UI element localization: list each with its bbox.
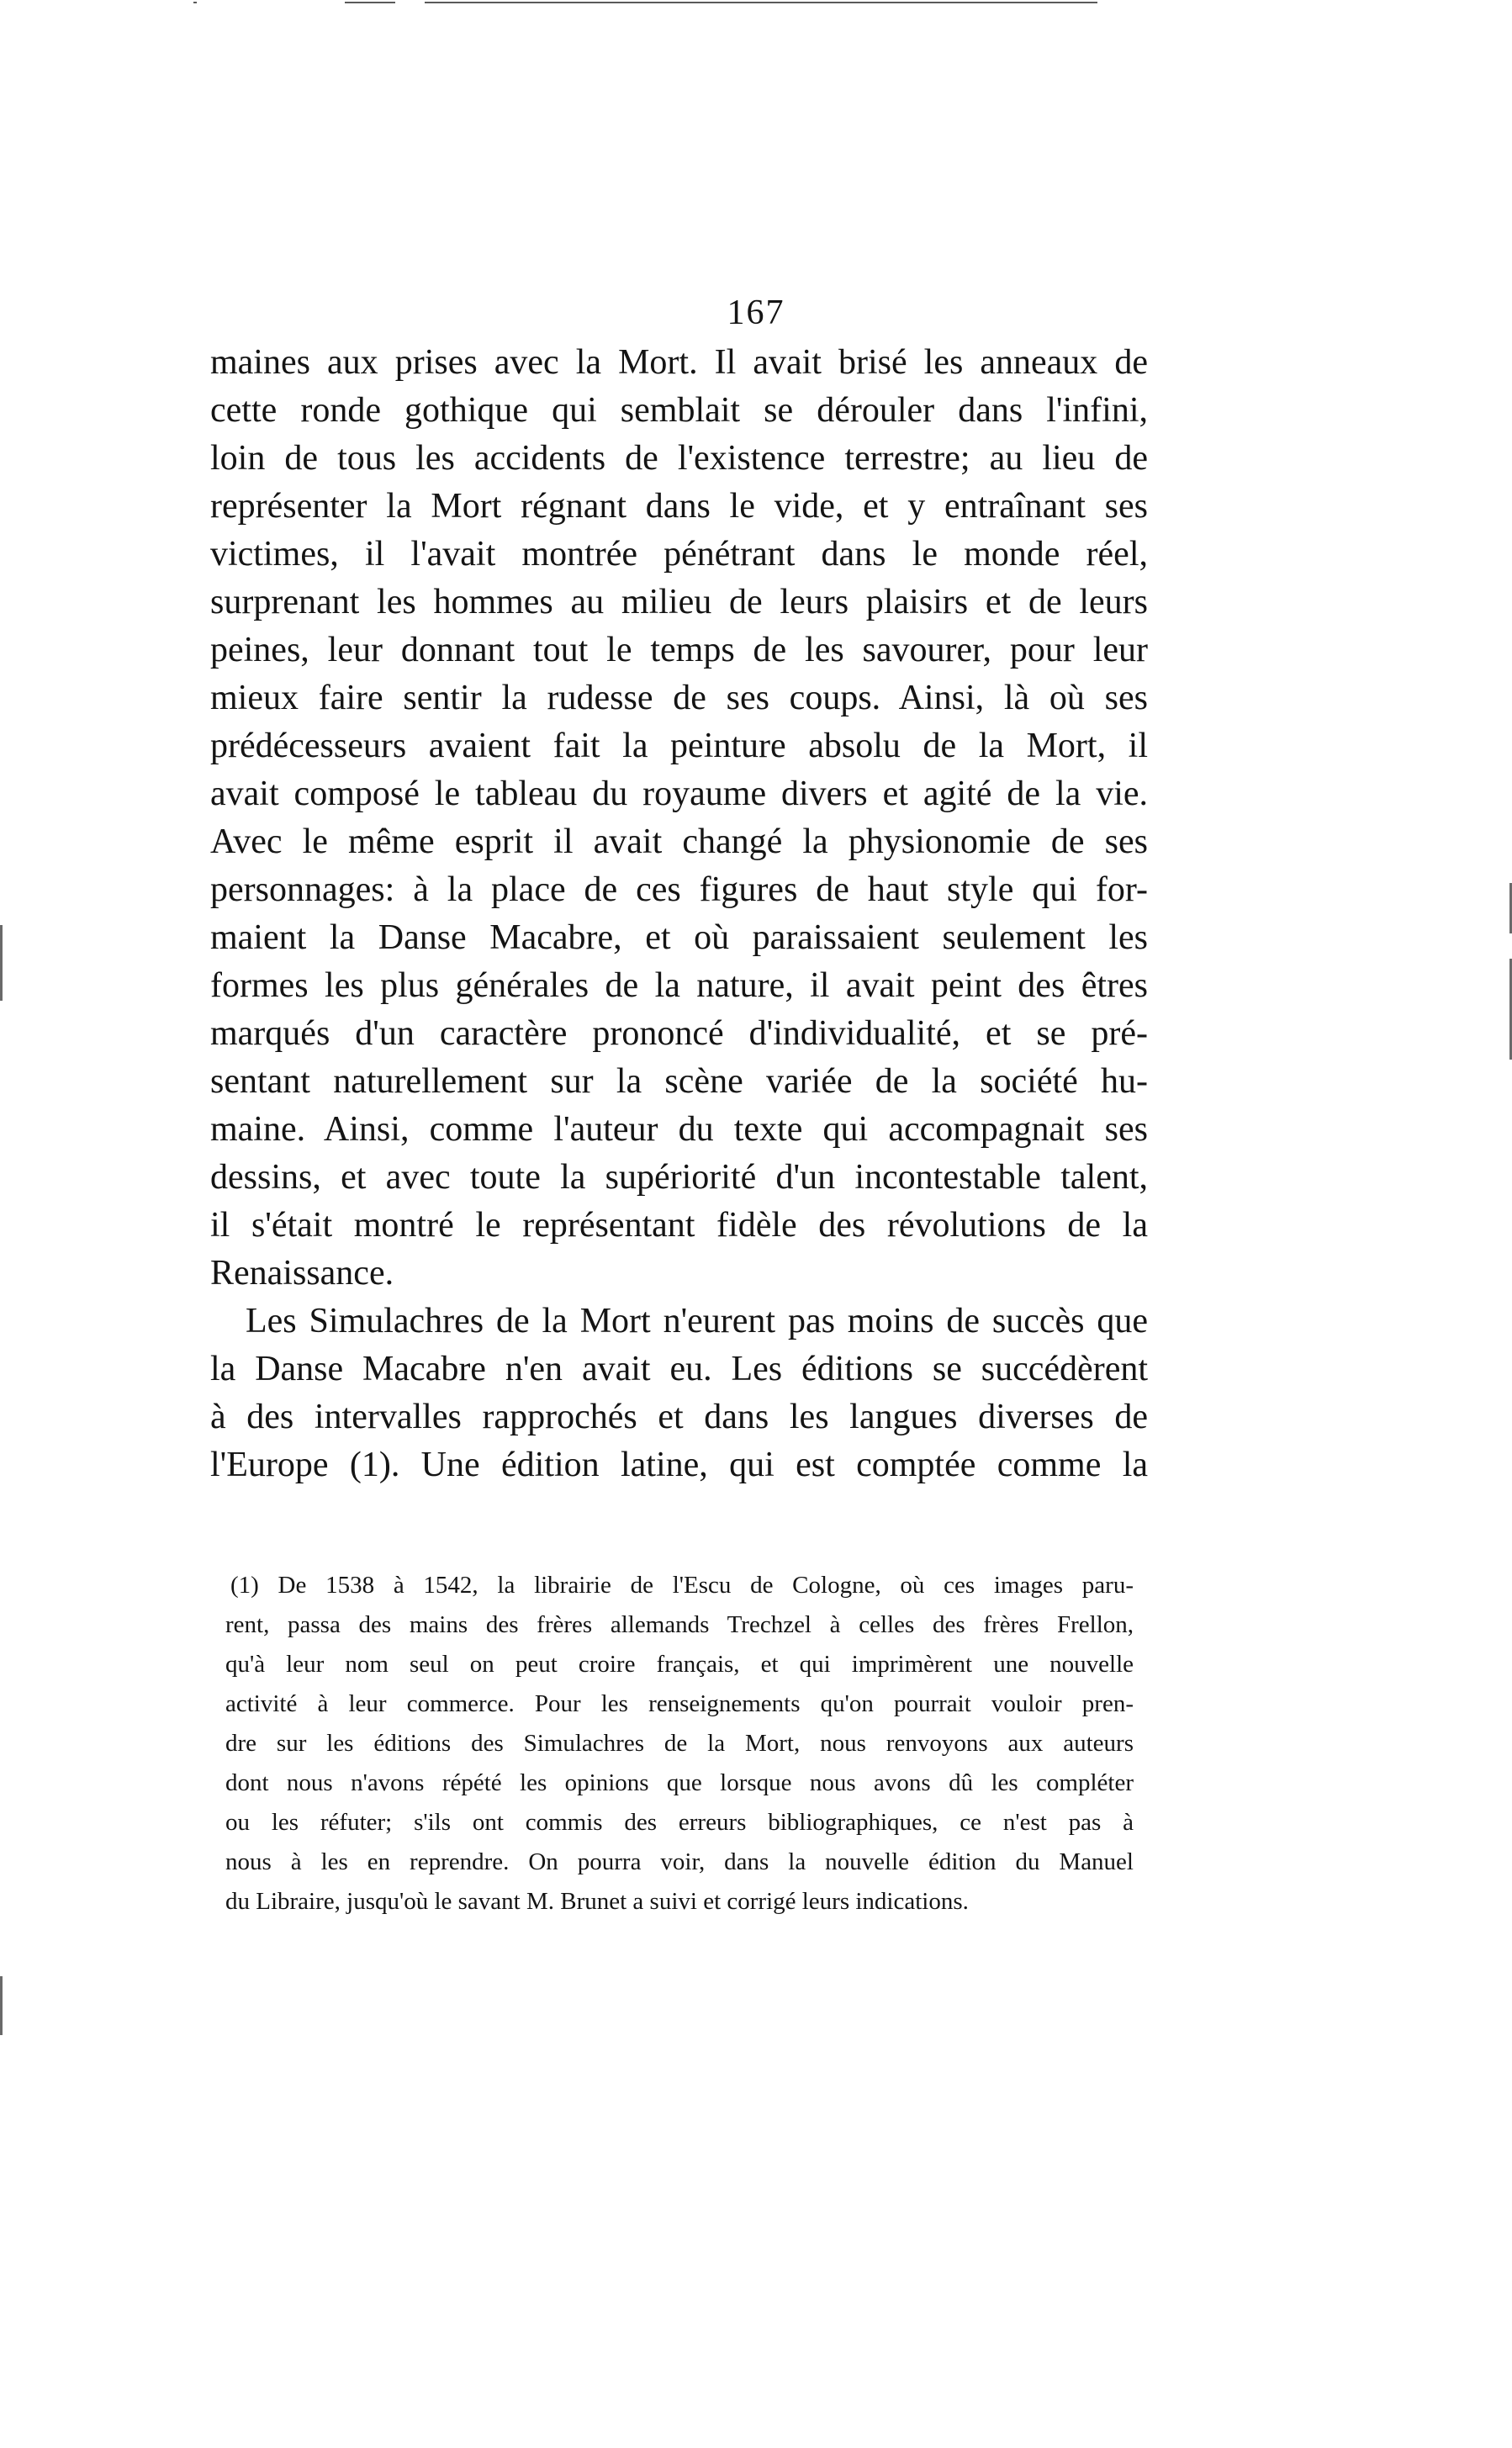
text-line: peines, leur donnant tout le temps de les savourer, pour leur [210,631,1148,669]
paragraph-2 [210,1298,1148,1489]
footnote-line: ou les réfuter; s'ils ont commis des erreurs bibliographiques, ce n'est pas à [225,1809,1134,1836]
footnote-line: dont nous n'avons répété les opinions que lorsque nous avons dû les compléter [225,1769,1134,1796]
text-line: Avec le même esprit il avait changé la physionomie de ses [210,822,1148,861]
text-line: victimes, il l'avait montrée pénétrant dans le monde réel, [210,535,1148,574]
text-line: formes les plus générales de la nature, il avait peint des êtres [210,966,1148,1005]
text-line: à des intervalles rapprochés et dans les langues diverses de [210,1398,1148,1436]
footnote-line: du Libraire, jusqu'où le savant M. Brunet a suivi et corrigé leurs indications. [225,1888,969,1915]
text-line: sentant naturellement sur la scène variée de la société hu- [210,1062,1148,1101]
scan-top-rule [425,2,1097,3]
footnote [225,1566,1134,1922]
footnote-line: nous à les en reprendre. On pourra voir, dans la nouvelle édition du Manuel [225,1848,1134,1875]
text-line: représenter la Mort régnant dans le vide, et y entraînant ses [210,487,1148,526]
body-text [210,339,1148,1489]
text-line: la Danse Macabre n'en avait eu. Les éditions se succédèrent [210,1350,1148,1388]
scan-edge-mark [345,2,395,3]
text-line: marqués d'un caractère prononcé d'individualité, et se pré- [210,1014,1148,1053]
text-line: il s'était montré le représentant fidèle des révolutions de la [210,1206,1148,1245]
text-line: Renaissance. [210,1254,394,1293]
text-line: personnages: à la place de ces figures de haut style qui for- [210,870,1148,909]
text-line: avait composé le tableau du royaume divers et agité de la vie. [210,775,1148,813]
scan-edge-mark [0,1976,3,2035]
text-line: Les Simulachres de la Mort n'eurent pas moins de succès que [246,1302,1148,1340]
footnote-line: dre sur les éditions des Simulachres de la Mort, nous renvoyons aux auteurs [225,1730,1134,1757]
page-number: 167 [727,293,785,332]
text-line: dessins, et avec toute la supériorité d'un incontestable talent, [210,1158,1148,1197]
text-line: cette ronde gothique qui semblait se dérouler dans l'infini, [210,391,1148,430]
footnote-line: rent, passa des mains des frères allemands Trechzel à celles des frères Frellon, [225,1611,1134,1638]
text-line: loin de tous les accidents de l'existence terrestre; au lieu de [210,439,1148,478]
footnote-line: activité à leur commerce. Pour les renseignements qu'on pourrait vouloir pren- [225,1690,1134,1717]
footnote-line: (1) De 1538 à 1542, la librairie de l'Escu de Cologne, où ces images paru- [230,1572,1134,1599]
text-line: maine. Ainsi, comme l'auteur du texte qui accompagnait ses [210,1110,1148,1149]
footnote-line: qu'à leur nom seul on peut croire français, et qui imprimèrent une nouvelle [225,1651,1134,1678]
scan-edge-mark [0,925,3,1001]
text-line: maient la Danse Macabre, et où paraissaient seulement les [210,918,1148,957]
scan-edge-mark [193,2,197,3]
text-line: l'Europe (1). Une édition latine, qui est comptée comme la [210,1446,1148,1484]
text-line: maines aux prises avec la Mort. Il avait brisé les anneaux de [210,343,1148,382]
text-line: prédécesseurs avaient fait la peinture absolu de la Mort, il [210,727,1148,765]
text-line: surprenant les hommes au milieu de leurs plaisirs et de leurs [210,583,1148,621]
paragraph-1 [210,339,1148,1298]
text-line: mieux faire sentir la rudesse de ses coups. Ainsi, là où ses [210,679,1148,717]
